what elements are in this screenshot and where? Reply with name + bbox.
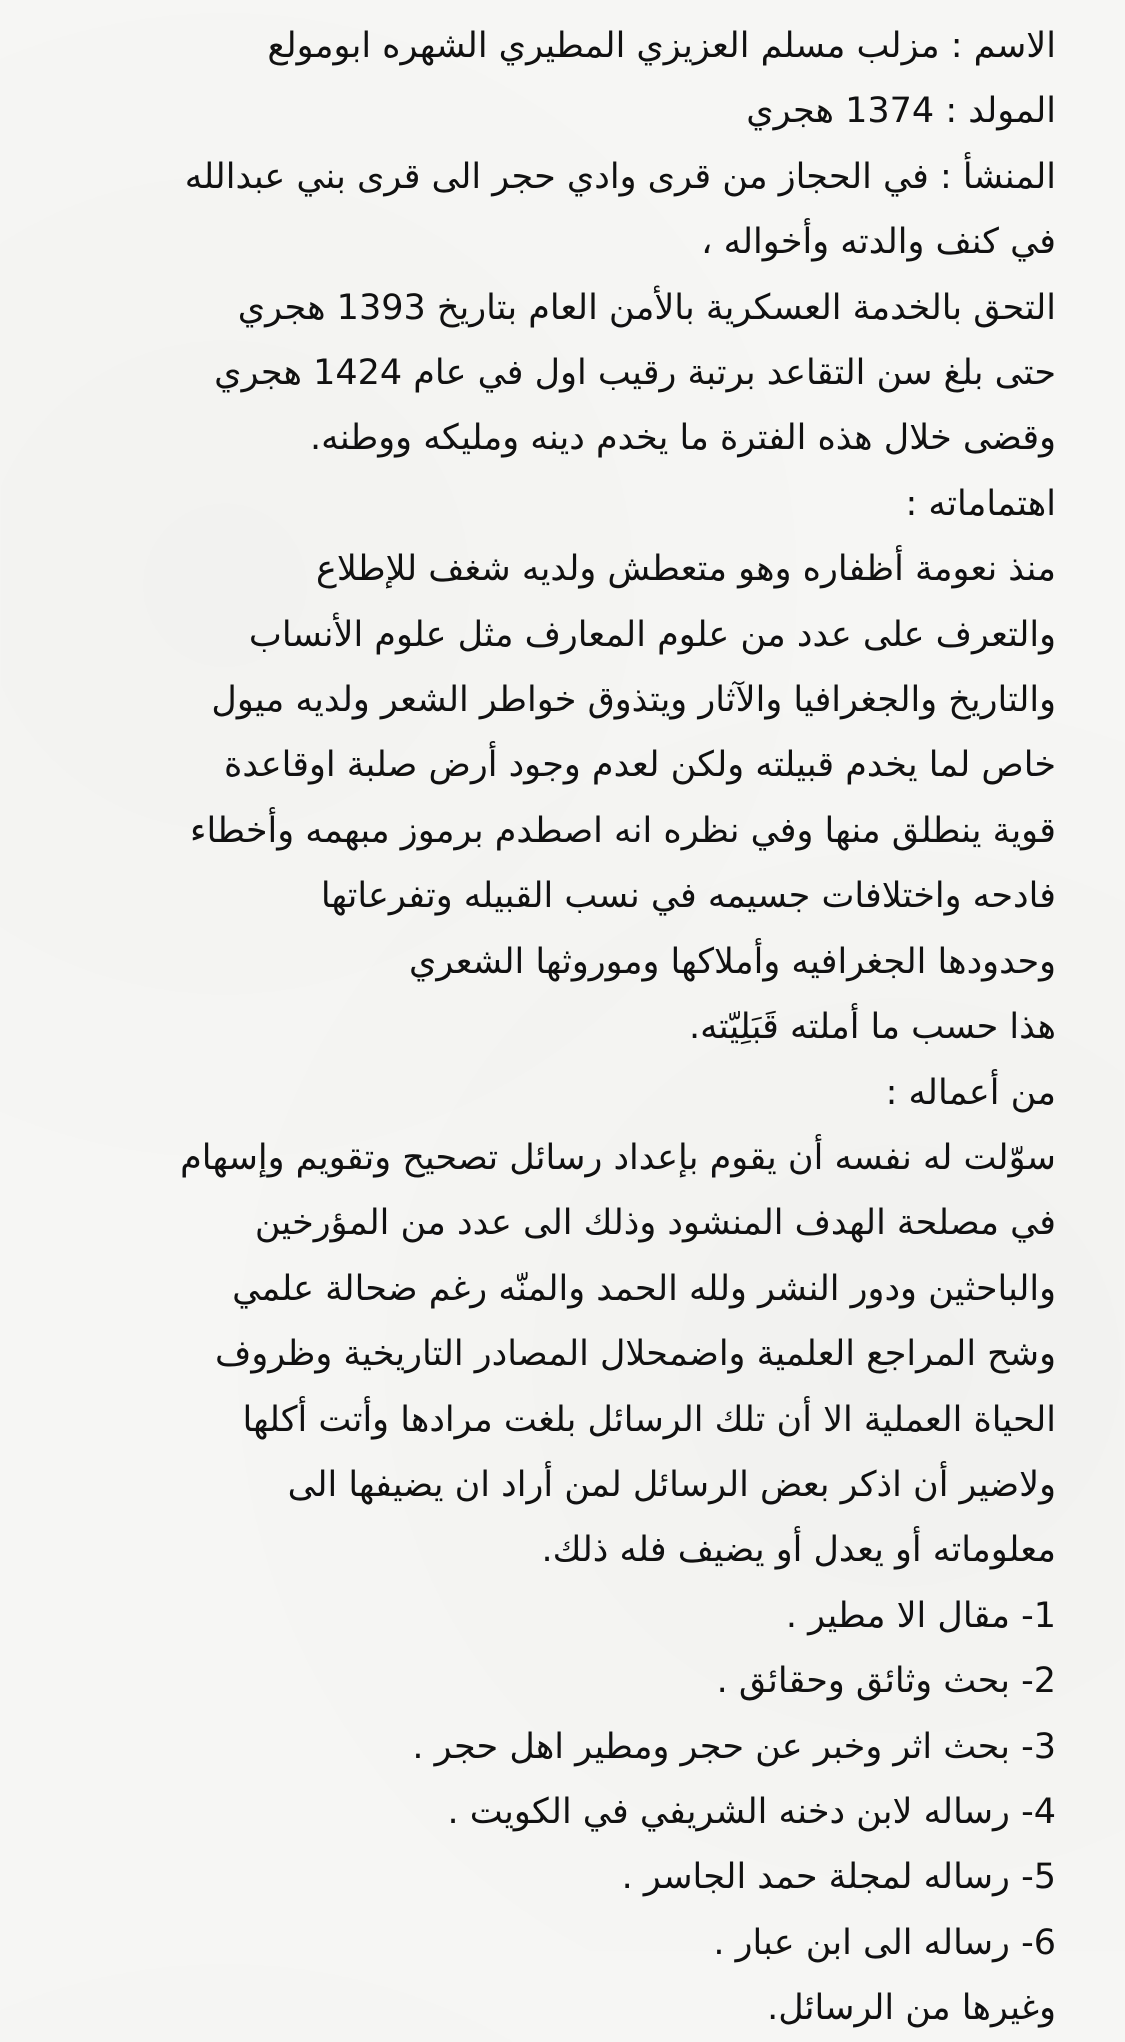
works-heading: من أعماله :	[885, 1072, 1056, 1113]
service-line-continued: حتى بلغ سن التقاعد برتبة رقيب اول في عام 1424 هجري	[214, 353, 1056, 394]
works-paragraph-line: والباحثين ودور النشر ولله الحمد والمنّه رغم ضحالة علمي	[232, 1268, 1056, 1309]
interests-paragraph-line: منذ نعومة أظفاره وهو متعطش ولديه شغف للإطلاع	[316, 549, 1056, 590]
works-list-item: 1- مقال الا مطير .	[785, 1595, 1056, 1636]
interests-paragraph-line: فادحه واختلافات جسيمه في نسب القبيله وتفرعاتها	[320, 876, 1056, 917]
works-list-item: 6- رساله الى ابن عبار .	[713, 1922, 1056, 1963]
birth-line: المولد : 1374 هجري	[746, 91, 1056, 132]
interests-paragraph-line: قوية ينطلق منها وفي نظره انه اصطدم برموز مبهمه وأخطاء	[190, 810, 1056, 851]
works-paragraph-line: الحياة العملية الا أن تلك الرسائل بلغت مرادها وأتت أكلها	[242, 1399, 1056, 1440]
interests-paragraph-line: والتعرف على عدد من علوم المعارف مثل علوم الأنساب	[248, 614, 1056, 655]
works-list-item: 2- بحث وثائق وحقائق .	[716, 1661, 1056, 1702]
interests-paragraph-line: وحدودها الجغرافيه وأملاكها وموروثها الشعري	[409, 941, 1056, 982]
works-list-item: 5- رساله لمجلة حمد الجاسر .	[621, 1857, 1056, 1898]
origin-line-continued: في كنف والدته وأخواله ،	[701, 222, 1056, 263]
interests-paragraph-line: هذا حسب ما أملته قَبَلِيّته.	[689, 1007, 1056, 1048]
service-line: التحق بالخدمة العسكرية بالأمن العام بتاريخ 1393 هجري	[237, 287, 1056, 328]
interests-paragraph-line: خاص لما يخدم قبيلته ولكن لعدم وجود أرض صلبة اوقاعدة	[224, 745, 1056, 786]
closing-line: وغيرها من الرسائل.	[767, 1988, 1056, 2029]
service-line-end: وقضى خلال هذه الفترة ما يخدم دينه ومليكه ووطنه.	[309, 418, 1056, 459]
biography-text	[60, 14, 1056, 2042]
works-paragraph-line: وشح المراجع العلمية واضمحلال المصادر التاريخية وظروف	[215, 1334, 1056, 1375]
origin-line: المنشأ : في الحجاز من قرى وادي حجر الى قرى بني عبدالله	[184, 156, 1056, 197]
works-paragraph-line: معلوماته أو يعدل أو يضيف فله ذلك.	[541, 1530, 1056, 1571]
interests-paragraph-line: والتاريخ والجغرافيا والآثار ويتذوق خواطر الشعر ولديه ميول	[211, 680, 1056, 721]
name-line: الاسم : مزلب مسلم العزيزي المطيري الشهره ابومولع	[267, 26, 1056, 66]
works-paragraph-line: ولاضير أن اذكر بعض الرسائل لمن أراد ان يضيفها الى	[287, 1464, 1056, 1505]
interests-heading: اهتماماته :	[905, 483, 1056, 524]
works-paragraph-line: سوّلت له نفسه أن يقوم بإعداد رسائل تصحيح وتقويم وإسهام	[180, 1137, 1056, 1178]
works-list-item: 3- بحث اثر وخبر عن حجر ومطير اهل حجر .	[412, 1726, 1056, 1767]
works-paragraph-line: في مصلحة الهدف المنشود وذلك الى عدد من المؤرخين	[254, 1203, 1056, 1244]
works-list-item: 4- رساله لابن دخنه الشريفي في الكويت .	[447, 1791, 1056, 1832]
